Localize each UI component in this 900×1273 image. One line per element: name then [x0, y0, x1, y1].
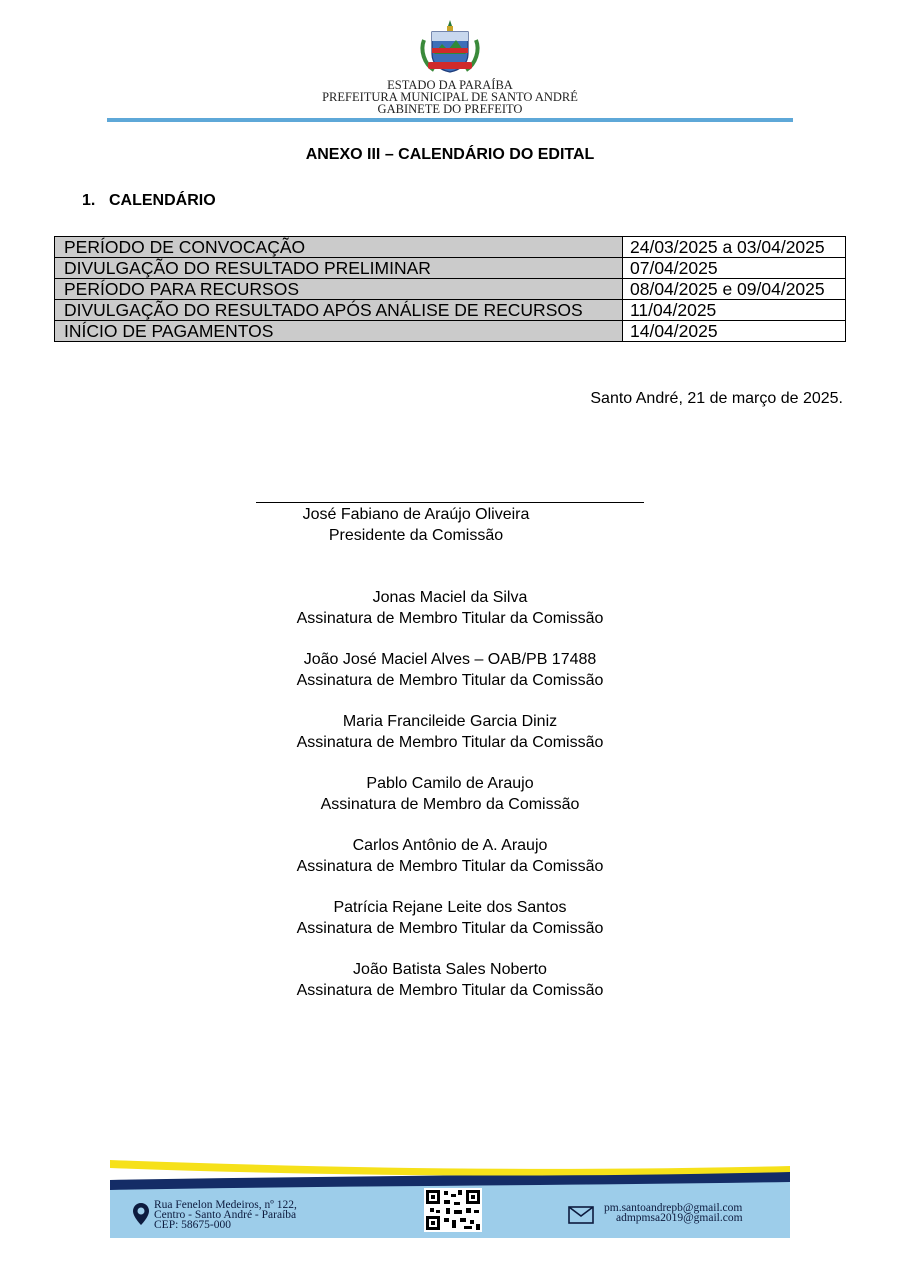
table-row	[55, 279, 846, 300]
signer-role: Assinatura de Membro Titular da Comissão	[296, 609, 604, 627]
section-heading	[82, 192, 216, 210]
signer-name: João José Maciel Alves – OAB/PB 17488	[303, 651, 597, 668]
section-title: CALENDÁRIO	[109, 192, 216, 209]
footer-email-1: pm.santoandrepb@gmail.com	[604, 1202, 743, 1214]
signer-name: Maria Francileide Garcia Diniz	[342, 713, 558, 730]
signer-role: Assinatura de Membro Titular da Comissão	[296, 919, 604, 937]
signer-role: Assinatura de Membro da Comissão	[320, 795, 580, 813]
qr-code-icon	[424, 1188, 482, 1232]
location-pin-icon	[132, 1202, 150, 1226]
signature-block	[250, 774, 650, 815]
signer-role: Assinatura de Membro Titular da Comissão	[296, 981, 604, 999]
signer-name: Jonas Maciel da Silva	[372, 589, 528, 606]
footer-address-line2: Centro - Santo André - Paraíba	[154, 1209, 297, 1221]
signer-name: Pablo Camilo de Araujo	[366, 775, 534, 792]
signature-block	[250, 960, 650, 1001]
event-cell: DIVULGAÇÃO DO RESULTADO PRELIMINAR	[55, 258, 623, 279]
signature-block	[250, 898, 650, 939]
signer-name: João Batista Sales Noberto	[353, 961, 547, 978]
footer-address-line1: Rua Fenelon Medeiros, nº 122,	[154, 1199, 297, 1211]
event-cell: INÍCIO DE PAGAMENTOS	[55, 321, 623, 342]
table-row	[55, 237, 846, 258]
event-cell: PERÍODO PARA RECURSOS	[55, 279, 623, 300]
document-title: ANEXO III – CALENDÁRIO DO EDITAL	[305, 146, 595, 163]
signature-line	[256, 502, 644, 503]
footer-email-2: admpmsa2019@gmail.com	[616, 1212, 743, 1224]
envelope-icon	[568, 1206, 594, 1224]
calendar-table	[54, 236, 846, 342]
event-cell: PERÍODO DE CONVOCAÇÃO	[55, 237, 623, 258]
signer-name: Patrícia Rejane Leite dos Santos	[333, 899, 567, 916]
signer-role: Assinatura de Membro Titular da Comissão	[296, 671, 604, 689]
date-cell: 14/04/2025	[623, 321, 846, 342]
event-cell: DIVULGAÇÃO DO RESULTADO APÓS ANÁLISE DE RECURSOS	[55, 300, 623, 321]
date-cell: 07/04/2025	[623, 258, 846, 279]
place-date: Santo André, 21 de março de 2025.	[590, 390, 843, 407]
header-state: ESTADO DA PARAÍBA	[387, 78, 513, 92]
footer	[110, 1158, 790, 1238]
table-row	[55, 321, 846, 342]
signature-block	[250, 588, 650, 629]
footer-address-line3: CEP: 58675-000	[154, 1219, 231, 1231]
signer-role: Assinatura de Membro Titular da Comissão	[296, 857, 604, 875]
signer-role: Presidente da Comissão	[328, 526, 504, 544]
table-row	[55, 300, 846, 321]
section-number: 1.	[82, 192, 96, 209]
date-cell: 08/04/2025 e 09/04/2025	[623, 279, 846, 300]
table-row	[55, 258, 846, 279]
municipal-crest-logo	[418, 18, 482, 78]
header-divider	[107, 118, 793, 122]
header-office: GABINETE DO PREFEITO	[377, 102, 523, 116]
header-municipality: PREFEITURA MUNICIPAL DE SANTO ANDRÉ	[322, 90, 578, 104]
date-cell: 24/03/2025 a 03/04/2025	[623, 237, 846, 258]
signature-block	[250, 650, 650, 691]
signer-role: Assinatura de Membro Titular da Comissão	[296, 733, 604, 751]
signer-name: Carlos Antônio de A. Araujo	[352, 837, 548, 854]
signature-block	[250, 712, 650, 753]
signature-block	[250, 836, 650, 877]
signature-block-president	[256, 505, 576, 546]
date-cell: 11/04/2025	[623, 300, 846, 321]
signer-name: José Fabiano de Araújo Oliveira	[302, 506, 530, 523]
